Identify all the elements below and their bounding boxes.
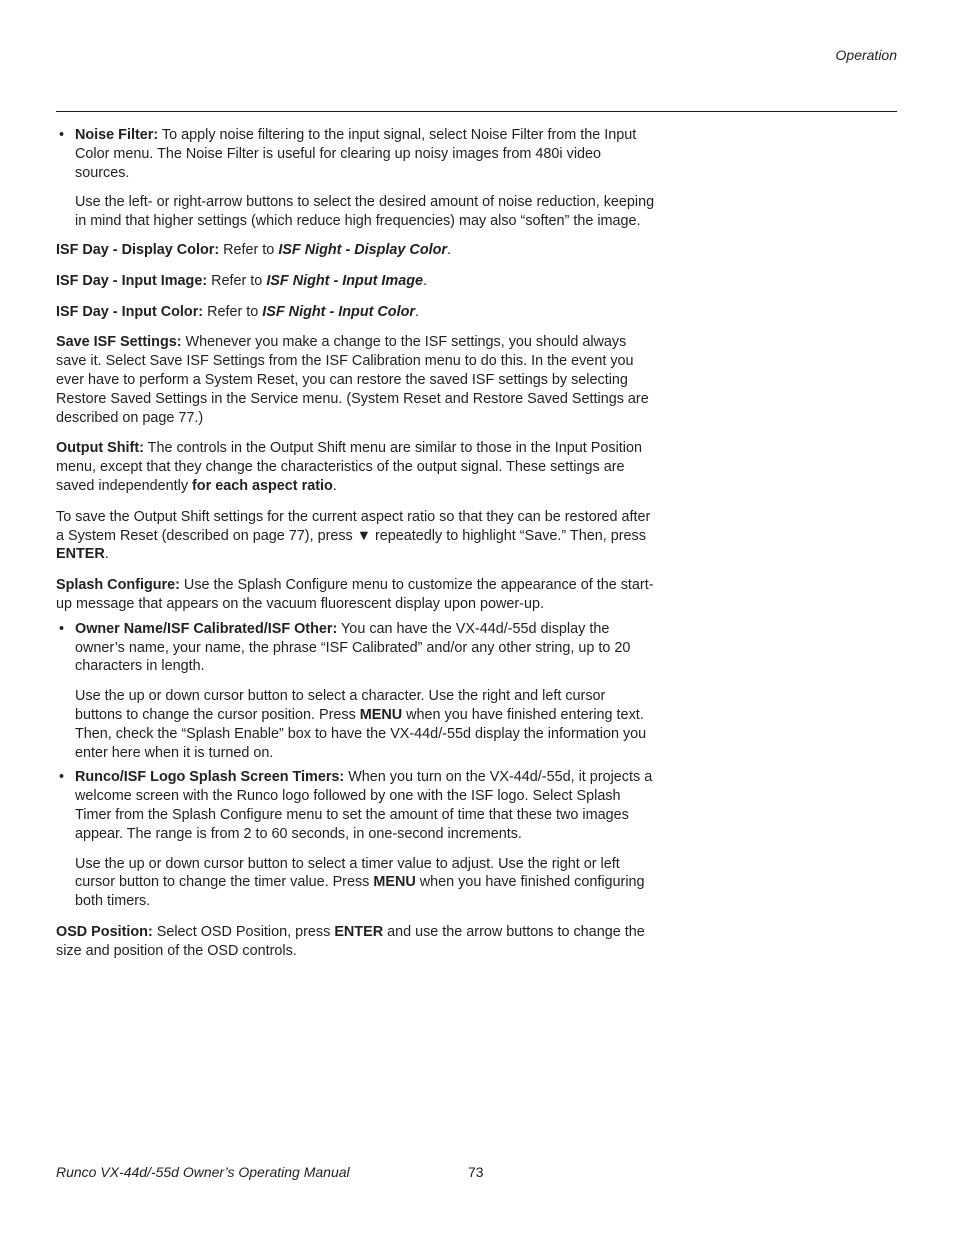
term-logo-timers: Runco/ISF Logo Splash Screen Timers: xyxy=(75,769,345,786)
bullet-dot: • xyxy=(59,769,65,786)
refer-text: Refer to xyxy=(219,241,279,258)
header-section-title: Operation xyxy=(835,47,897,63)
logo-timers-sub xyxy=(56,855,656,911)
term-owner-name: Owner Name/ISF Calibrated/ISF Other: xyxy=(75,620,338,637)
term-isf-day-display: ISF Day - Display Color: xyxy=(56,241,220,258)
osd-position xyxy=(56,923,656,961)
term-isf-day-image: ISF Day - Input Image: xyxy=(56,272,208,289)
osd-post: and use the arrow buttons to change the size and position of the OSD controls. xyxy=(56,923,645,959)
splash-text: Use the Splash Configure menu to customize the appearance of the start-up message that appears on the vacuum fluorescent display upon power-up. xyxy=(56,577,654,612)
footer-manual-title: Runco VX-44d/-55d Owner’s Operating Manual xyxy=(56,1164,350,1180)
isf-day-input-color xyxy=(56,303,656,322)
bullet-dot: • xyxy=(59,620,65,637)
logo-timers-text: When you turn on the VX-44d/-55d, it projects a welcome screen with the Runco logo followed by one with the ISF logo. Select Splash Timer from the Splash Configure menu to set the amount of time that these two images appear. The range is from 2 to 60 seconds, in one-second increments. xyxy=(75,769,653,842)
ref-isf-night-display: ISF Night - Display Color xyxy=(278,241,448,258)
noise-filter-text: To apply noise filtering to the input signal, select Noise Filter from the Input Color menu. The Noise Filter is useful for clearing up noisy images from 480i video sources. xyxy=(75,127,637,181)
timers-sub-text: Use the up or down cursor button to select a timer value to adjust. Use the right or left cursor button to change the timer value. Press xyxy=(75,855,620,891)
ref-isf-night-color: ISF Night - Input Color xyxy=(262,303,415,320)
owner-sub-text: Use the up or down cursor button to select a character. Use the right and left cursor buttons to change the cursor position. Press xyxy=(75,688,606,723)
save-isf-settings xyxy=(56,333,656,427)
isf-day-input-image xyxy=(56,272,656,291)
key-menu: MENU xyxy=(373,874,416,891)
key-menu: MENU xyxy=(359,706,403,723)
term-save-isf: Save ISF Settings: xyxy=(56,334,182,351)
period: . xyxy=(104,546,109,563)
splash-configure xyxy=(56,576,656,614)
term-isf-day-color: ISF Day - Input Color: xyxy=(56,303,204,320)
period: . xyxy=(447,241,452,258)
bullet-noise-filter xyxy=(56,126,656,182)
period: . xyxy=(332,477,337,494)
footer-page-number: 73 xyxy=(468,1164,484,1180)
output-shift xyxy=(56,439,656,495)
bullet-logo-timers xyxy=(56,768,656,843)
output-shift-text: The controls in the Output Shift menu are similar to those in the Input Position menu, except that they change the characteristics of the output signal. These settings are saved independently xyxy=(56,440,643,494)
bullet-dot: • xyxy=(59,127,65,143)
header-rule xyxy=(56,111,897,112)
owner-name-text: You can have the VX-44d/-55d display the owner’s name, your name, the phrase “ISF Calibrated” and/or any other string, up to 20 characters in length. xyxy=(75,620,631,675)
term-osd: OSD Position: xyxy=(56,923,153,940)
term-splash: Splash Configure: xyxy=(56,577,180,594)
term-output-shift: Output Shift: xyxy=(56,440,144,457)
key-enter: ENTER xyxy=(56,546,105,563)
output-shift-save xyxy=(56,508,656,564)
refer-text: Refer to xyxy=(203,303,263,320)
ref-isf-night-image: ISF Night - Input Image xyxy=(266,272,424,289)
owner-sub-post: when you have finished entering text. Then, check the “Splash Enable” box to have the VX-44d/-55d display the information you enter here when it is turned on. xyxy=(75,706,647,761)
period: . xyxy=(414,303,419,320)
output-shift-bold: for each aspect ratio xyxy=(192,477,333,494)
key-enter: ENTER xyxy=(334,923,384,940)
output-save-text: To save the Output Shift settings for the current aspect ratio so that they can be restored after a System Reset (described on page 77), press ▼ repeatedly to highlight “Save.” Then, press xyxy=(56,508,651,544)
save-isf-text: Whenever you make a change to the ISF settings, you should always save it. Select Save ISF Settings from the ISF Calibration menu to do this. In the event you ever have to perform a System Reset, you can restore the saved ISF settings by selecting Restore Saved Settings in the Service menu. (System Reset and Restore Saved Settings are described on page 77.) xyxy=(56,334,649,426)
owner-name-sub xyxy=(56,687,656,762)
term-noise-filter: Noise Filter: xyxy=(75,127,159,143)
noise-filter-sub: Use the left- or right-arrow buttons to select the desired amount of noise reduction, keeping in mind that higher settings (which reduce high frequencies) may also “soften” the image. xyxy=(75,194,655,230)
bullet-owner-name xyxy=(56,620,656,676)
timers-sub-post: when you have finished configuring both timers. xyxy=(75,874,645,910)
refer-text: Refer to xyxy=(207,272,267,289)
period: . xyxy=(423,272,428,289)
osd-text: Select OSD Position, press xyxy=(152,923,335,940)
page-content xyxy=(56,126,656,972)
isf-day-display-color xyxy=(56,241,656,260)
